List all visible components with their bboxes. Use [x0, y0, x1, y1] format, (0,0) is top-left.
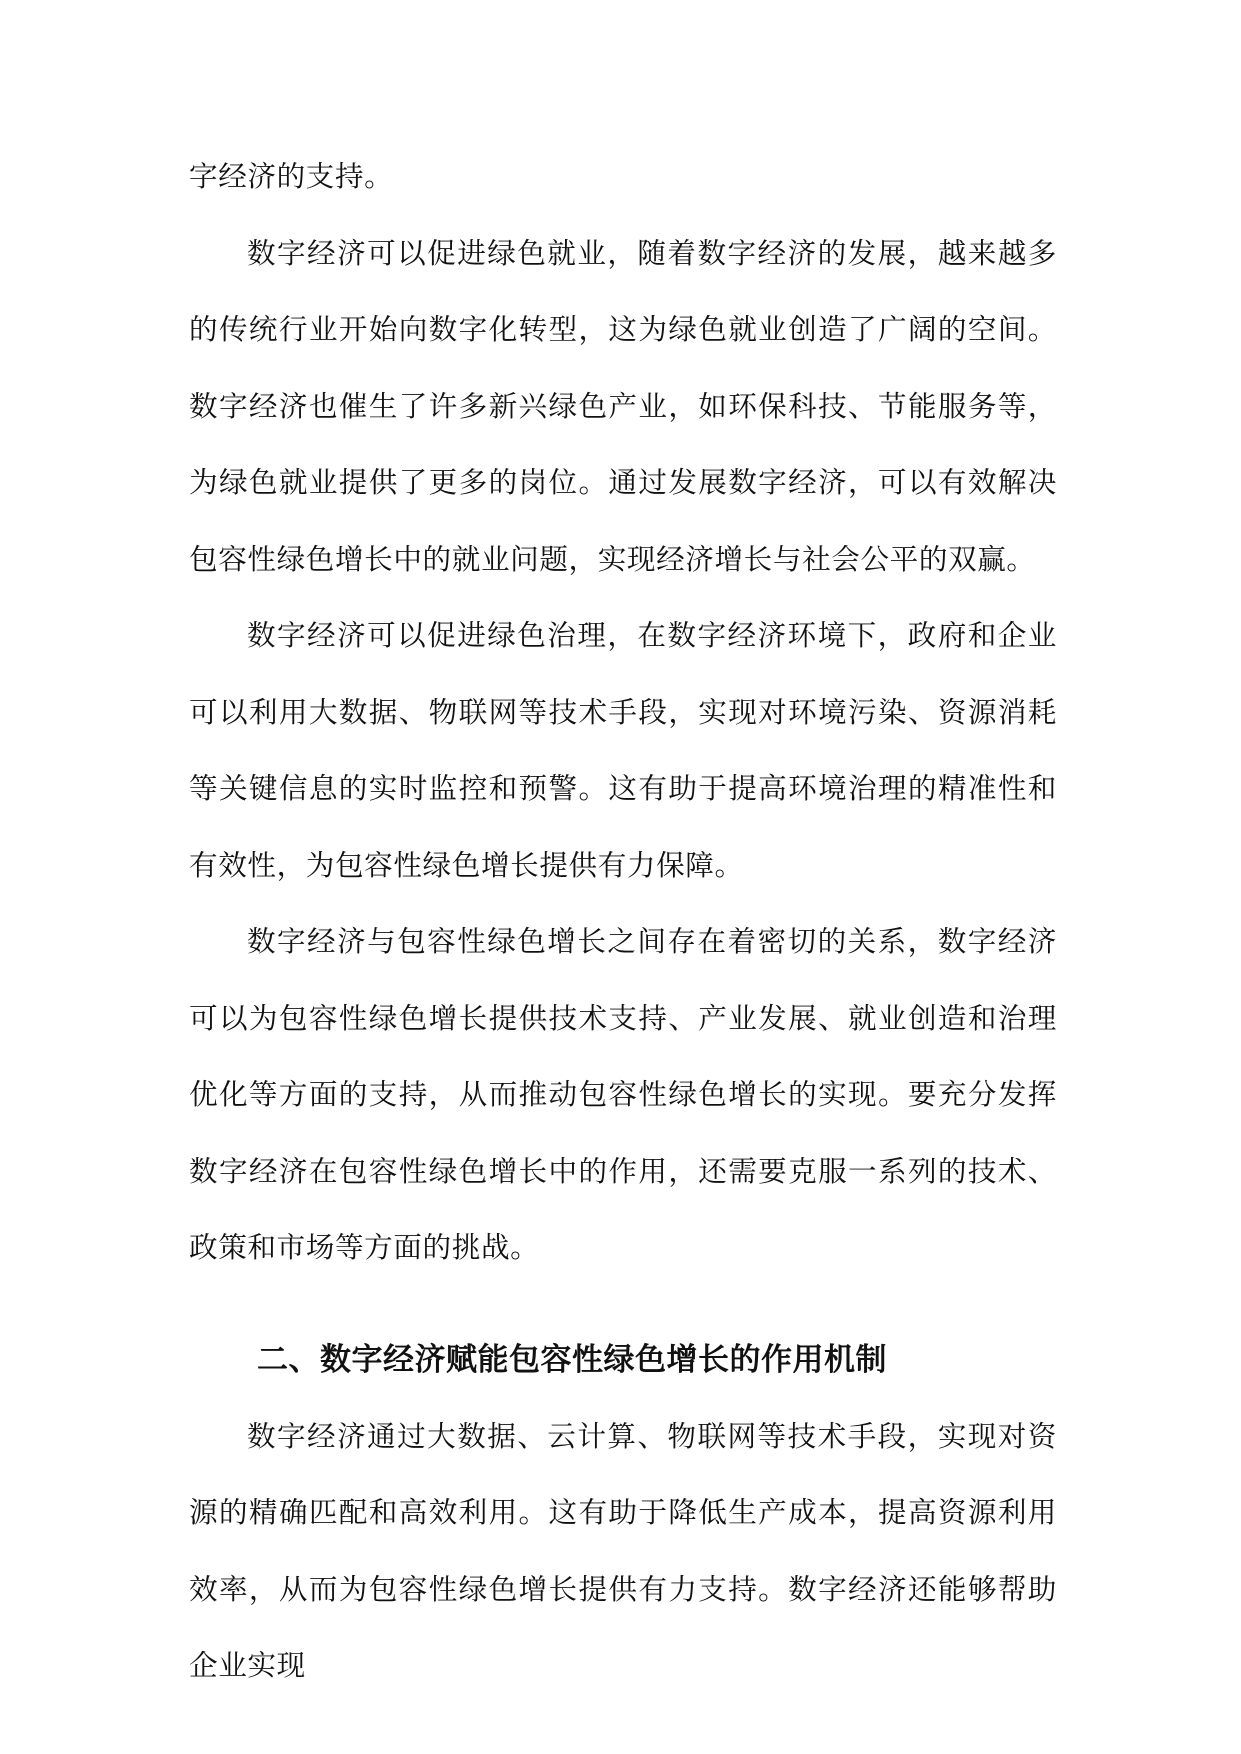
paragraph-continuation: 字经济的支持。	[189, 159, 394, 193]
paragraph-green-governance: 数字经济可以促进绿色治理，在数字经济环境下，政府和企业可以利用大数据、物联网等技术手段，实现对环境污染、资源消耗等关键信息的实时监控和预警。这有助于提高环境治理的精准性和有效性，为包容性绿色增长提供有力保障。	[189, 618, 1057, 882]
document-body	[189, 138, 1057, 1704]
paragraph-mechanism-intro: 数字经济通过大数据、云计算、物联网等技术手段，实现对资源的精确匹配和高效利用。这有助于降低生产成本，提高资源利用效率，从而为包容性绿色增长提供有力支持。数字经济还能够帮助企业实现	[189, 1418, 1057, 1682]
section-heading: 二、数字经济赋能包容性绿色增长的作用机制	[257, 1341, 887, 1378]
paragraph-relationship-summary: 数字经济与包容性绿色增长之间存在着密切的关系，数字经济可以为包容性绿色增长提供技术支持、产业发展、就业创造和治理优化等方面的支持，从而推动包容性绿色增长的实现。要充分发挥数字经济在包容性绿色增长中的作用，还需要克服一系列的技术、政策和市场等方面的挑战。	[189, 924, 1057, 1264]
paragraph-green-employment: 数字经济可以促进绿色就业，随着数字经济的发展，越来越多的传统行业开始向数字化转型，这为绿色就业创造了广阔的空间。数字经济也催生了许多新兴绿色产业，如环保科技、节能服务等，为绿色就业提供了更多的岗位。通过发展数字经济，可以有效解决包容性绿色增长中的就业问题，实现经济增长与社会公平的双赢。	[189, 235, 1057, 576]
